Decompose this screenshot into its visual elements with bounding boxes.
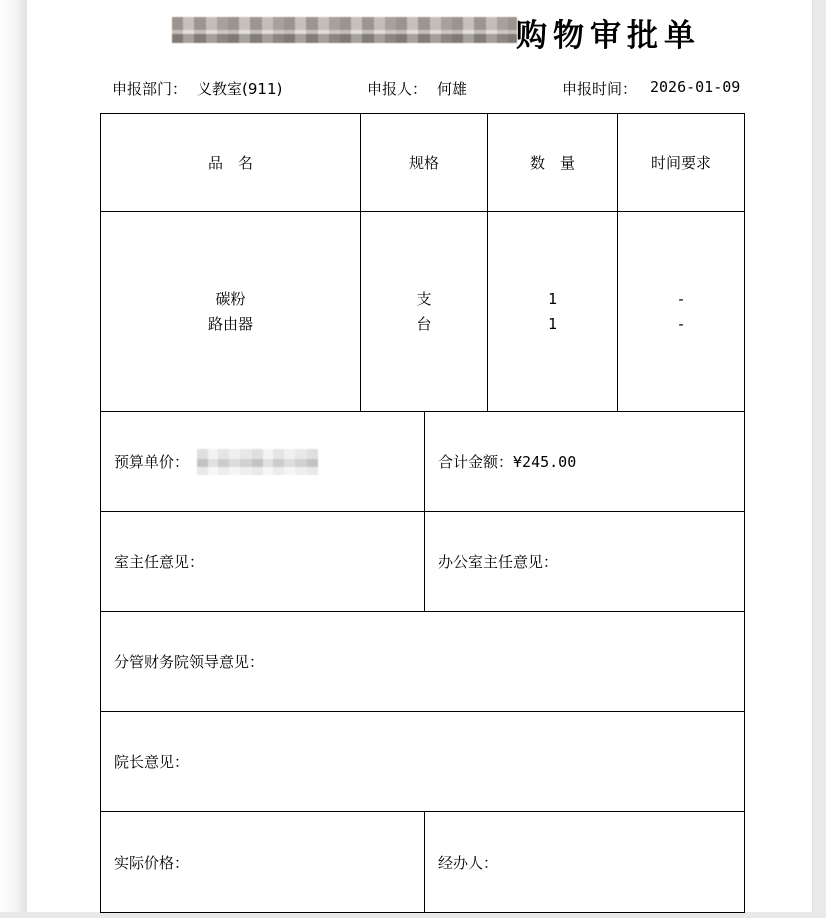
declaration-info-row [27, 78, 813, 100]
header-cell-spec: 规格 [361, 114, 488, 211]
item-spec: 支 [416, 289, 432, 308]
department-label: 申报部门： [112, 80, 188, 98]
dean-opinion-cell [101, 712, 744, 811]
handler-cell [425, 812, 744, 912]
approval-table [100, 113, 745, 913]
date-value: 2026-01-09 [650, 78, 741, 96]
finance-leader-opinion-row [101, 612, 744, 712]
item-qty: 1 [547, 314, 558, 333]
redacted-budget-value-block [197, 449, 318, 475]
header-cell-name: 品 名 [101, 114, 361, 211]
item-spec: 台 [416, 314, 432, 333]
room-director-opinion-cell [101, 512, 425, 611]
applicant-label: 申报人： [367, 80, 428, 98]
item-name: 碳粉 [215, 289, 246, 308]
office-director-opinion-label: 办公室主任意见： [438, 553, 559, 571]
dean-opinion-label: 院长意见： [114, 753, 190, 771]
item-time-req: - [676, 289, 686, 308]
handler-label: 经办人： [438, 853, 499, 872]
item-name: 路由器 [207, 314, 253, 333]
director-opinions-row [101, 512, 744, 612]
total-amount-cell [425, 412, 744, 511]
items-qty-cell [488, 212, 618, 411]
budget-total-row [101, 412, 744, 512]
form-title-row [27, 0, 813, 60]
table-header-row [101, 114, 744, 212]
header-cell-qty: 数 量 [488, 114, 618, 211]
finance-leader-opinion-cell [101, 612, 744, 711]
department-value: 义教室(911) [197, 80, 283, 98]
total-amount-label: 合计金额： [438, 453, 514, 471]
date-label: 申报时间： [562, 80, 638, 98]
table-items-row [101, 212, 744, 412]
items-spec-cell [361, 212, 488, 411]
budget-unit-price-cell [101, 412, 425, 511]
dean-opinion-row [101, 712, 744, 812]
items-name-cell [101, 212, 361, 411]
actual-price-cell [101, 812, 425, 912]
room-director-opinion-label: 室主任意见： [114, 553, 205, 571]
actual-price-handler-row [101, 812, 744, 912]
page-title: 购物审批单 [516, 18, 701, 54]
item-qty: 1 [547, 289, 558, 308]
applicant-value: 何雄 [437, 80, 468, 98]
total-amount-value: ¥245.00 [513, 452, 577, 471]
redacted-org-name-block [172, 17, 517, 43]
items-time-cell [618, 212, 744, 411]
item-time-req: - [676, 314, 686, 333]
finance-leader-opinion-label: 分管财务院领导意见： [114, 653, 265, 671]
page-left-shadow [0, 0, 27, 912]
budget-unit-price-label: 预算单价： [114, 453, 190, 471]
form-page [27, 0, 813, 912]
actual-price-label: 实际价格： [114, 853, 190, 872]
office-director-opinion-cell [425, 512, 744, 611]
header-cell-time: 时间要求 [650, 154, 711, 172]
